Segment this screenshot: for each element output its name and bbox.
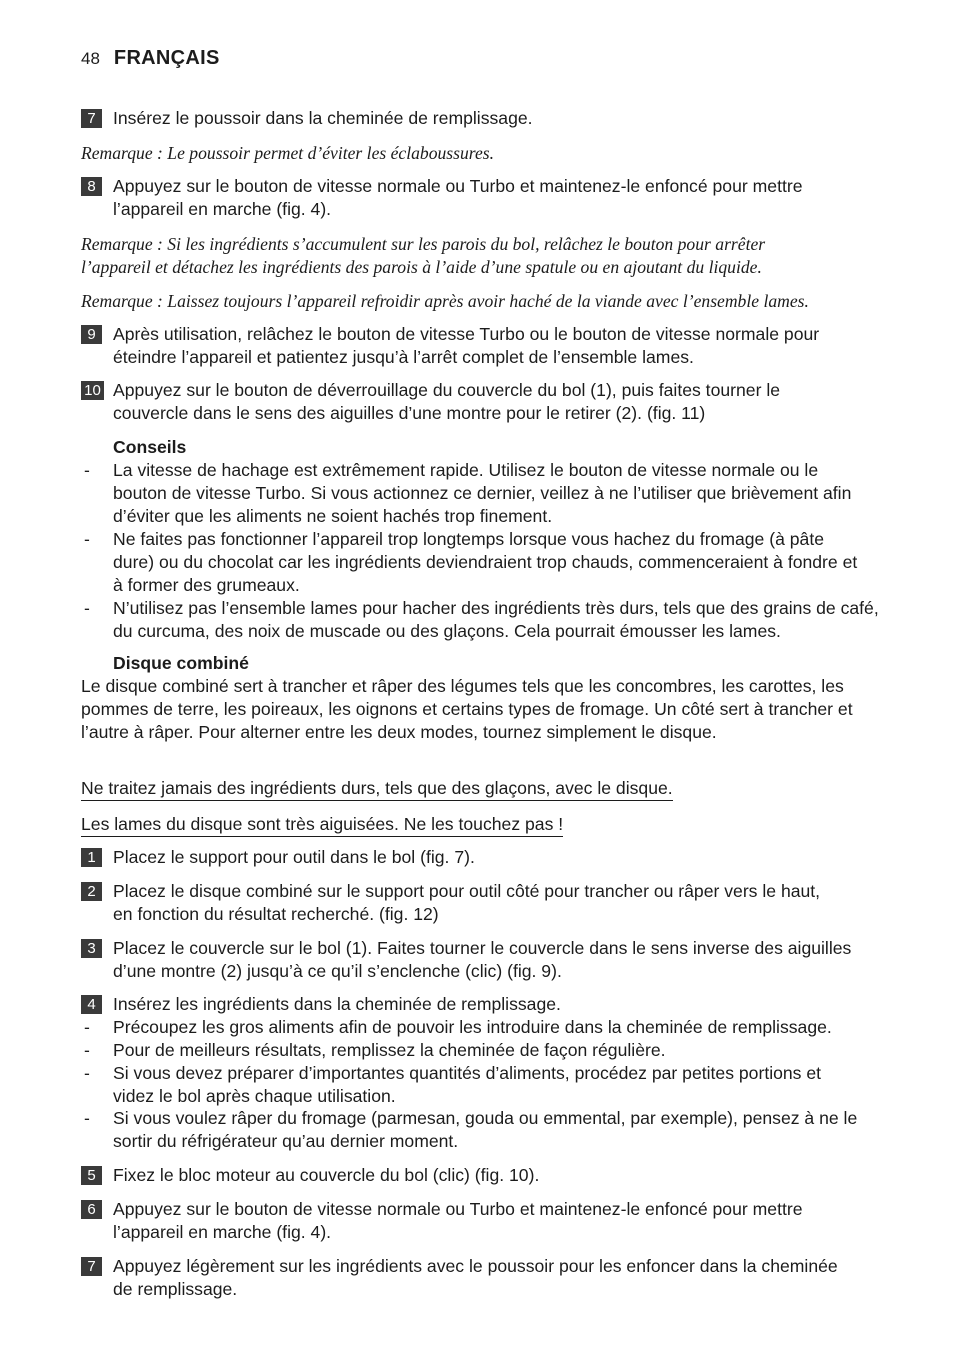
warning-sharp-blades <box>81 813 891 838</box>
tip-item <box>81 1016 923 1039</box>
dash-bullet: - <box>84 1017 90 1037</box>
step-9 <box>81 323 923 369</box>
conseil-item <box>81 528 923 597</box>
note-splash: Remarque : Le poussoir permet d’éviter les éclaboussures. <box>81 143 495 163</box>
step-number: 4 <box>81 995 102 1014</box>
conseil-item <box>81 597 923 643</box>
step-number: 7 <box>81 1257 102 1276</box>
step-text: Insérez le poussoir dans la cheminée de remplissage. <box>113 108 533 128</box>
conseil-line: La vitesse de hachage est extrêmement rapide. Utilisez le bouton de vitesse normale ou le <box>113 460 819 480</box>
tip-item <box>81 1062 923 1108</box>
step-text-line: éteindre l’appareil et patientez jusqu’à l’arrêt complet de l’ensemble lames. <box>113 347 694 367</box>
dash-bullet: - <box>84 529 90 549</box>
conseil-line: bouton de vitesse Turbo. Si vous actionnez ce dernier, veillez à ne l’utiliser que brièvement afin <box>113 483 852 503</box>
language-heading: FRANÇAIS <box>113 47 220 69</box>
dash-bullet: - <box>84 1040 90 1060</box>
note-cooling: Remarque : Laissez toujours l’appareil refroidir après avoir haché de la viande avec l’ensemble lames. <box>81 291 809 311</box>
paragraph-line: l’autre à râper. Pour alterner entre les deux modes, tournez simplement le disque. <box>81 722 717 742</box>
warning-text: Ne traitez jamais des ingrédients durs, tels que des glaçons, avec le disque. <box>81 778 673 801</box>
step-number: 8 <box>81 177 102 196</box>
step-text-line: en fonction du résultat recherché. (fig. 12) <box>113 904 439 924</box>
step-text-line: Placez le support pour outil dans le bol (fig. 7). <box>113 847 475 867</box>
dash-bullet: - <box>84 460 90 480</box>
step-number: 7 <box>81 109 102 128</box>
tip-item <box>81 1107 923 1153</box>
step-text-line: d’une montre (2) jusqu’à ce qu’il s’enclenche (clic) (fig. 9). <box>113 961 562 981</box>
tip-line: sortir du réfrigérateur qu’au dernier moment. <box>113 1131 459 1151</box>
step-4 <box>81 993 923 1016</box>
step-text-line: Après utilisation, relâchez le bouton de vitesse Turbo ou le bouton de vitesse normale pour <box>113 324 820 344</box>
tip-item <box>81 1039 923 1062</box>
conseil-line: d’éviter que les aliments ne soient hachés trop finement. <box>113 506 553 526</box>
step-text-line: Appuyez légèrement sur les ingrédients avec le poussoir pour les enfoncer dans la cheminée <box>113 1256 838 1276</box>
disque-paragraph <box>81 675 891 744</box>
paragraph-line: pommes de terre, les poireaux, les oignons et certains types de fromage. Un côté sert à trancher et <box>81 699 853 719</box>
conseil-line: dure) ou du chocolat car les ingrédients deviendraient trop chauds, commenceraient à fondre et <box>113 552 858 572</box>
step-number: 5 <box>81 1166 102 1185</box>
step-text-line: l’appareil en marche (fig. 4). <box>113 199 332 219</box>
conseil-line: du curcuma, des noix de muscade ou des glaçons. Cela pourrait émousser les lames. <box>113 621 781 641</box>
step-8 <box>81 175 923 221</box>
tip-line: Si vous devez préparer d’importantes quantités d’aliments, procédez par petites portions et <box>113 1063 822 1083</box>
conseil-line: N’utilisez pas l’ensemble lames pour hacher des ingrédients très durs, tels que des grains de café, <box>113 598 879 618</box>
step-10 <box>81 379 923 425</box>
warning-hard-ingredients <box>81 777 891 802</box>
step-text-line: Placez le couvercle sur le bol (1). Faites tourner le couvercle dans le sens inverse des aiguilles <box>113 938 852 958</box>
warning-text: Les lames du disque sont très aiguisées. Ne les touchez pas ! <box>81 814 563 837</box>
step-number: 6 <box>81 1200 102 1219</box>
dash-bullet: - <box>84 1108 90 1128</box>
step-7b <box>81 1255 923 1301</box>
step-text-line: l’appareil en marche (fig. 4). <box>113 1222 332 1242</box>
tip-line: Si vous voulez râper du fromage (parmesan, gouda ou emmental, par exemple), pensez à ne le <box>113 1108 858 1128</box>
note-ingredients <box>81 233 891 279</box>
dash-bullet: - <box>84 1063 90 1083</box>
note-line: l’appareil et détachez les ingrédients des parois à l’aide d’une spatule ou en ajoutant du liquide. <box>81 257 762 277</box>
step-text-line: Insérez les ingrédients dans la cheminée de remplissage. <box>113 994 561 1014</box>
step-text-line: Appuyez sur le bouton de vitesse normale ou Turbo et maintenez-le enfoncé pour mettre <box>113 176 803 196</box>
tip-line: Pour de meilleurs résultats, remplissez la cheminée de façon régulière. <box>113 1040 666 1060</box>
step-number: 1 <box>81 848 102 867</box>
step-6 <box>81 1198 923 1244</box>
step-text-line: Appuyez sur le bouton de vitesse normale ou Turbo et maintenez-le enfoncé pour mettre <box>113 1199 803 1219</box>
conseils-heading: Conseils <box>113 437 187 457</box>
dash-bullet: - <box>84 598 90 618</box>
step-3 <box>81 937 923 983</box>
step-text-line: Placez le disque combiné sur le support pour outil côté pour trancher ou râper vers le haut, <box>113 881 821 901</box>
step-7 <box>81 107 923 130</box>
conseil-line: à former des grumeaux. <box>113 575 300 595</box>
conseil-line: Ne faites pas fonctionner l’appareil trop longtemps lorsque vous hachez du fromage (à pâte <box>113 529 825 549</box>
page-number: 48 <box>81 49 100 68</box>
tip-line: Précoupez les gros aliments afin de pouvoir les introduire dans la cheminée de remplissage. <box>113 1017 832 1037</box>
disque-heading: Disque combiné <box>113 653 249 673</box>
step-text-line: Appuyez sur le bouton de déverrouillage du couvercle du bol (1), puis faites tourner le <box>113 380 781 400</box>
step-text-line: de remplissage. <box>113 1279 238 1299</box>
step-2 <box>81 880 923 926</box>
step-number: 2 <box>81 882 102 901</box>
note-line: Remarque : Si les ingrédients s’accumulent sur les parois du bol, relâchez le bouton pour arrêter <box>81 234 766 254</box>
step-number: 3 <box>81 939 102 958</box>
step-1 <box>81 846 923 869</box>
step-number: 10 <box>81 381 104 400</box>
step-number: 9 <box>81 325 102 344</box>
step-5 <box>81 1164 923 1187</box>
step-text-line: Fixez le bloc moteur au couvercle du bol (clic) (fig. 10). <box>113 1165 540 1185</box>
tip-line: videz le bol après chaque utilisation. <box>113 1086 396 1106</box>
step-text-line: couvercle dans le sens des aiguilles d’une montre pour le retirer (2). (fig. 11) <box>113 403 706 423</box>
paragraph-line: Le disque combiné sert à trancher et râper des légumes tels que les concombres, les carottes, les <box>81 676 844 696</box>
page-header <box>81 47 220 75</box>
conseil-item <box>81 459 923 528</box>
